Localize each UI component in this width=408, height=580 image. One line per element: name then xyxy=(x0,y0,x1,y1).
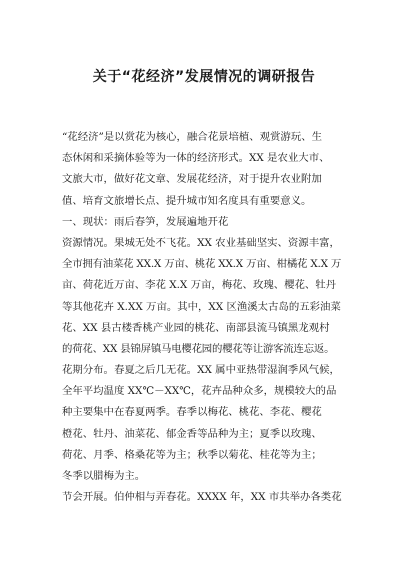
paragraph-line: 荷花、月季、格桑花等为主；秋季以菊花、桂花等为主； xyxy=(62,448,322,461)
paragraph-line: 花、XX 县古楼香桃产业园的桃花、南部县流马镇黑龙观村 xyxy=(62,321,330,334)
report-title: 关于“花经济”发展情况的调研报告 xyxy=(92,69,316,85)
paragraph-line: 值、培育文旅增长点、提升城市知名度具有重要意义。 xyxy=(62,194,312,207)
paragraph-line: 种主要集中在春夏两季。春季以梅花、桃花、李花、樱花 xyxy=(62,406,322,419)
report-body xyxy=(62,127,352,508)
paragraph-line: 全市拥有油菜花 XX.X 万亩、桃花 XX.X 万亩、柑橘花 X.X 万 xyxy=(62,258,342,271)
paragraph-line: 节会开展。伯仲相与弄春花。XXXX 年，XX 市共举办各类花 xyxy=(62,491,342,504)
paragraph-line: 全年平均温度 XX℃－XX℃，花卉品种众多，规模较大的品 xyxy=(62,385,337,398)
paragraph-line: 橙花、牡丹、油菜花、郁金香等品种为主；夏季以玫瑰、 xyxy=(62,427,322,440)
paragraph-line: 亩、荷花近万亩、李花 X.X 万亩，梅花、玫瑰、樱花、牡丹 xyxy=(62,279,337,292)
paragraph-line: 冬季以腊梅为主。 xyxy=(62,470,146,482)
paragraph-line: 花期分布。春夏之后几无花。XX 属中亚热带湿润季风气候， xyxy=(62,364,340,377)
section-heading: 一、现状：雨后春笋，发展遍地开花 xyxy=(62,215,229,228)
paragraph-line: 的荷花、XX 县锦屏镇马电樱花园的樱花等让游客流连忘返。 xyxy=(62,342,335,355)
paragraph-line: 态休闲和采摘体验等为一体的经济形式。XX 是农业大市、 xyxy=(62,152,330,165)
paragraph-line: 资源情况。果城无处不飞花。XX 农业基础坚实、资源丰富， xyxy=(62,236,340,249)
paragraph-line: “花经济”是以赏花为核心，融合花景培植、观赏游玩、生 xyxy=(62,131,322,143)
paragraph-line: 文旅大市，做好花文章、发展花经济，对于提升农业附加 xyxy=(62,173,322,186)
paragraph-line: 等其他花卉 X.XX 万亩。其中，XX 区渔溪太古岛的五彩油菜 xyxy=(62,300,341,313)
